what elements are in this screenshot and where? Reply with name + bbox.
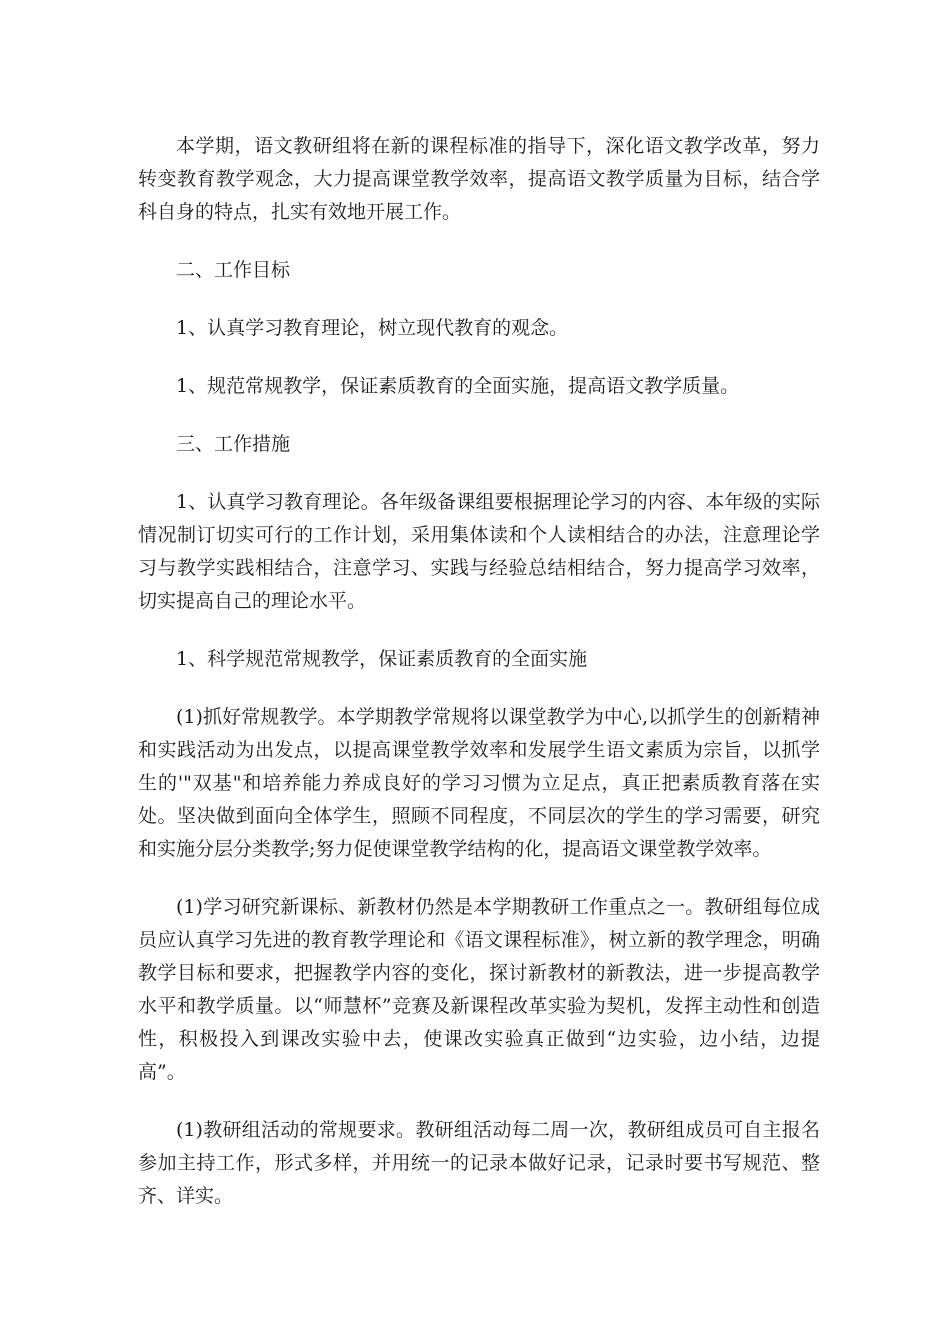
measure-paragraph-curriculum: (1)学习研究新课标、新教材仍然是本学期教研工作重点之一。教研组每位成员应认真学习先进的教育教学理论和《语文课程标准》，树立新的教学理念，明确教学目标和要求，把握教学内容的变化，探讨新教材的新教法，进一步提高教学水平和教学质量。以“师慧杯”竞赛及新课程改革实验为契机，发挥主动性和创造性，积极投入到课改实验中去，使课改实验真正做到“边实验，边小结，边提高”。 [138,896,820,1083]
measure-paragraph-routine: (1)抓好常规教学。本学期教学常规将以课堂教学为中心,以抓学生的创新精神和实践活动为出发点，以提高课堂教学效率和发展学生语文素质为宗旨，以抓学生的'"双基"和培养能力养成良好的学习习惯为立足点，真正把素质教育落在实处。坚决做到面向全体学生，照顾不同程度，不同层次的学生的学习需要，研究和实施分层分类教学;努力促使课堂教学结构的化，提高语文课堂教学效率。 [138,706,820,860]
goal-item-1: 1、认真学习教育理论，树立现代教育的观念。 [176,317,569,339]
measure-paragraph-1: 1、认真学习教育理论。各年级备课组要根据理论学习的内容、本年级的实际情况制订切实可行的工作计划，采用集体读和个人读相结合的办法，注意理论学习与教学实践相结合，注意学习、实践与经验总结相结合，努力提高学习效率，切实提高自己的理论水平。 [138,491,820,612]
measure-subheading-2: 1、科学规范常规教学，保证素质教育的全面实施 [176,648,588,670]
section-heading-goals: 二、工作目标 [176,259,291,281]
document-body [138,130,820,1238]
goal-item-2: 1、规范常规教学，保证素质教育的全面实施，提高语文教学质量。 [176,375,740,397]
intro-paragraph: 本学期，语文教研组将在新的课程标准的指导下，深化语文教学改革，努力转变教育教学观念，大力提高课堂教学效率，提高语文教学质量为目标，结合学科自身的特点，扎实有效地开展工作。 [138,135,820,223]
measure-paragraph-activities: (1)教研组活动的常规要求。教研组活动每二周一次，教研组成员可自主报名参加主持工作，形式多样，并用统一的记录本做好记录，记录时要书写规范、整齐、详实。 [138,1119,820,1207]
section-heading-measures: 三、工作措施 [176,433,291,455]
